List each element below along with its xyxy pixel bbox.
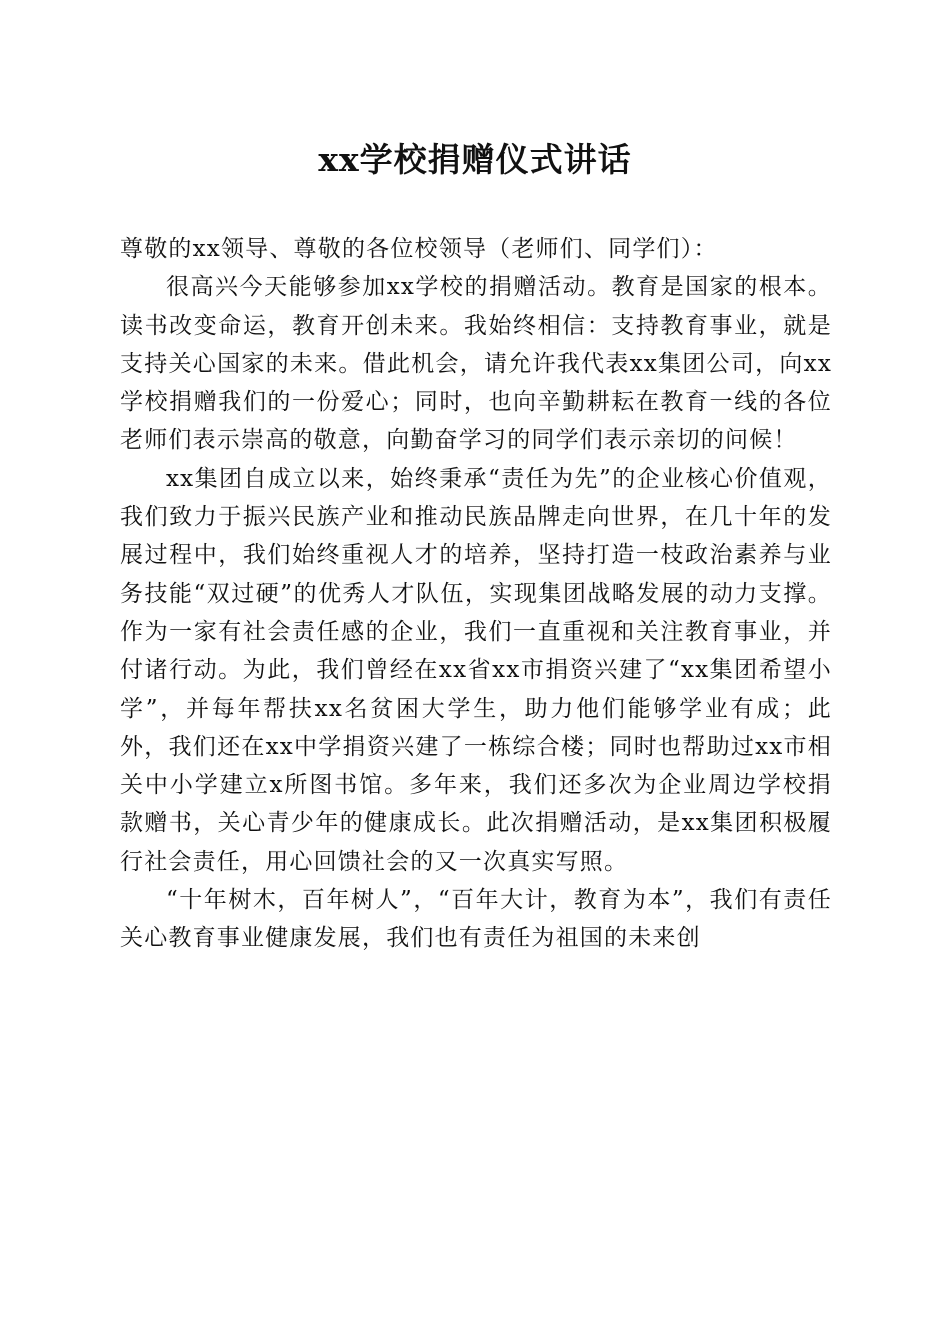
paragraph-2: xx集团自成立以来，始终秉承“责任为先”的企业核心价值观，我们致力于振兴民族产业和推动民族品牌走向世界，在几十年的发展过程中，我们始终重视人才的培养，坚持打造一枝政治素养与业务技能“双过硬”的优秀人才队伍，实现集团战略发展的动力支撑。作为一家有社会责任感的企业，我们一直重视和关注教育事业，并付诸行动。为此，我们曾经在xx省xx市捐资兴建了“xx集团希望小学”，并每年帮扶xx名贫困大学生，助力他们能够学业有成；此外，我们还在xx中学捐资兴建了一栋综合楼；同时也帮助过xx市相关中小学建立x所图书馆。多年来，我们还多次为企业周边学校捐款赠书，关心青少年的健康成长。此次捐赠活动，是xx集团积极履行社会责任，用心回馈社会的又一次真实写照。 — [120, 465, 832, 875]
salutation: 尊敬的xx领导、尊敬的各位校领导（老师们、同学们）： — [120, 236, 718, 262]
paragraph-1: 很高兴今天能够参加xx学校的捐赠活动。教育是国家的根本。读书改变命运，教育开创未来。我始终相信：支持教育事业，就是支持关心国家的未来。借此机会，请允许我代表xx集团公司，向xx学校捐赠我们的一份爱心；同时，也向辛勤耕耘在教育一线的各位老师们表示崇高的敬意，向勤奋学习的同学们表示亲切的问候！ — [120, 274, 832, 454]
paragraph-3: “十年树木，百年树人”，“百年大计，教育为本”，我们有责任关心教育事业健康发展，我们也有责任为祖国的未来创 — [120, 887, 832, 952]
document-title: xx学校捐赠仪式讲话 — [318, 140, 632, 179]
document-body — [120, 230, 832, 958]
